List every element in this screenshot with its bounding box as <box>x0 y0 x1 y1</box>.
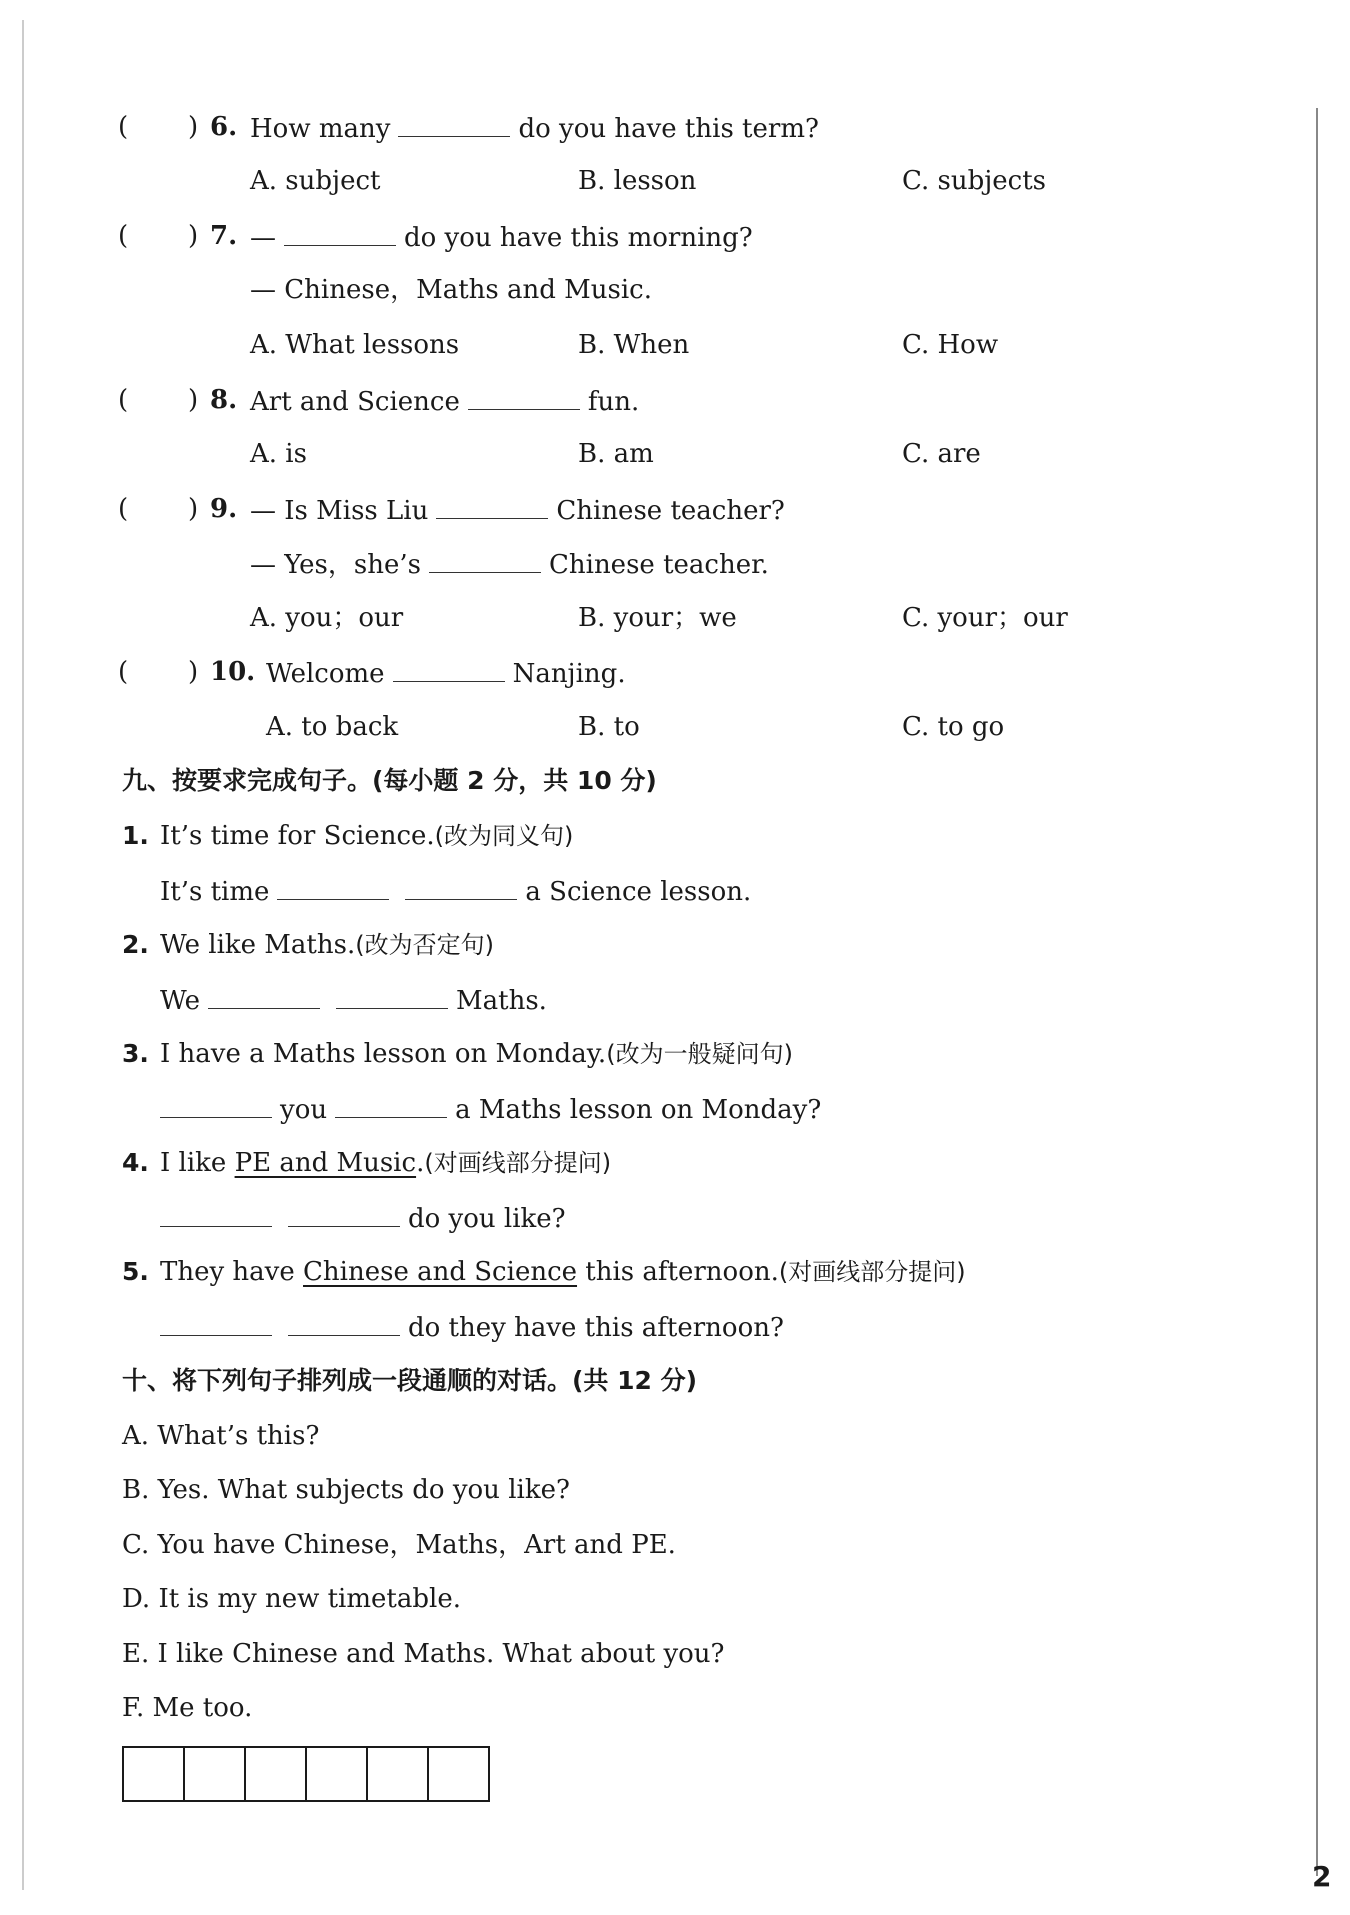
answer-line: We Maths. <box>160 982 547 1018</box>
section-title: 十、将下列句子排列成一段通顺的对话。(共 12 分) <box>122 1366 698 1395</box>
item-text: I have a Maths lesson on Monday.(改为一般疑问句) <box>160 1039 793 1069</box>
option-c: C. are <box>902 439 981 469</box>
option-a: A. subject <box>250 166 381 196</box>
option-a: A. you；our <box>250 603 404 633</box>
answer-box-grid <box>122 1746 490 1802</box>
dialogue-sentence: A. What’s this? <box>122 1421 320 1451</box>
question-number: 6. <box>210 112 238 142</box>
answer-parenthesis[interactable]: ( ) <box>118 112 199 142</box>
option-b: B. am <box>578 439 654 469</box>
option-c: C. your；our <box>902 603 1068 633</box>
fill-blank[interactable] <box>160 1309 272 1336</box>
item-number: 3. <box>122 1039 149 1068</box>
fill-blank[interactable] <box>288 1309 400 1336</box>
page-number: 2 <box>1312 1860 1332 1893</box>
question-text: Art and Science fun. <box>250 383 639 419</box>
item-number: 1. <box>122 821 149 850</box>
option-c: C. subjects <box>902 166 1047 196</box>
option-b: B. to <box>578 712 640 742</box>
fill-blank[interactable] <box>393 655 505 682</box>
question-number: 9. <box>210 494 238 524</box>
dialogue-sentence: B. Yes. What subjects do you like? <box>122 1475 570 1505</box>
dialogue-sentence: D. It is my new timetable. <box>122 1584 461 1614</box>
question-number: 8. <box>210 385 238 415</box>
fill-blank[interactable] <box>277 873 389 900</box>
fill-blank[interactable] <box>160 1200 272 1227</box>
fill-blank[interactable] <box>398 110 510 137</box>
answer-box[interactable] <box>368 1748 429 1800</box>
dialogue-sentence: F. Me too. <box>122 1693 253 1723</box>
underlined-phrase: PE and Music <box>234 1148 417 1178</box>
option-b: B. lesson <box>578 166 697 196</box>
fill-blank[interactable] <box>160 1091 272 1118</box>
option-a: A. is <box>250 439 307 469</box>
fill-blank[interactable] <box>284 219 396 246</box>
right-margin-rule <box>1316 108 1318 1876</box>
binding-margin-line <box>22 20 24 1890</box>
item-number: 4. <box>122 1148 149 1177</box>
answer-box[interactable] <box>307 1748 368 1800</box>
fill-blank[interactable] <box>208 982 320 1009</box>
answer-line: do they have this afternoon? <box>160 1309 784 1345</box>
question-text: How many do you have this term? <box>250 110 819 146</box>
question-text: — do you have this morning? <box>250 219 753 255</box>
section-title: 九、按要求完成句子。(每小题 2 分，共 10 分) <box>122 766 657 795</box>
question-number: 10. <box>210 657 256 687</box>
fill-blank[interactable] <box>429 546 541 573</box>
fill-blank[interactable] <box>405 873 517 900</box>
answer-parenthesis[interactable]: ( ) <box>118 221 199 251</box>
dialogue-sentence: E. I like Chinese and Maths. What about you? <box>122 1639 725 1669</box>
item-text: It’s time for Science.(改为同义句) <box>160 821 574 851</box>
option-b: B. When <box>578 330 690 360</box>
underlined-phrase: Chinese and Science <box>303 1257 578 1287</box>
answer-line: you a Maths lesson on Monday? <box>160 1091 821 1127</box>
option-a: A. What lessons <box>250 330 460 360</box>
question-text: Welcome Nanjing. <box>266 655 626 691</box>
answer-box[interactable] <box>124 1748 185 1800</box>
item-number: 5. <box>122 1257 149 1286</box>
answer-parenthesis[interactable]: ( ) <box>118 385 199 415</box>
answer-box[interactable] <box>246 1748 307 1800</box>
fill-blank[interactable] <box>336 982 448 1009</box>
question-text: — Chinese，Maths and Music. <box>250 275 653 305</box>
option-c: C. How <box>902 330 999 360</box>
question-text: — Is Miss Liu Chinese teacher? <box>250 492 785 528</box>
fill-blank[interactable] <box>436 492 548 519</box>
item-number: 2. <box>122 930 149 959</box>
fill-blank[interactable] <box>288 1200 400 1227</box>
option-b: B. your；we <box>578 603 737 633</box>
option-c: C. to go <box>902 712 1005 742</box>
answer-line: do you like? <box>160 1200 566 1236</box>
answer-parenthesis[interactable]: ( ) <box>118 657 199 687</box>
item-text: They have Chinese and Science this afternoon.(对画线部分提问) <box>160 1257 966 1287</box>
fill-blank[interactable] <box>335 1091 447 1118</box>
answer-parenthesis[interactable]: ( ) <box>118 494 199 524</box>
answer-box[interactable] <box>185 1748 246 1800</box>
item-text: We like Maths.(改为否定句) <box>160 930 494 960</box>
answer-line: It’s time a Science lesson. <box>160 873 751 909</box>
dialogue-sentence: C. You have Chinese，Maths，Art and PE. <box>122 1530 676 1560</box>
item-text: I like PE and Music.(对画线部分提问) <box>160 1148 612 1178</box>
option-a: A. to back <box>266 712 399 742</box>
answer-box[interactable] <box>429 1748 488 1800</box>
question-number: 7. <box>210 221 238 251</box>
fill-blank[interactable] <box>468 383 580 410</box>
question-text: — Yes，she’s Chinese teacher. <box>250 546 769 582</box>
